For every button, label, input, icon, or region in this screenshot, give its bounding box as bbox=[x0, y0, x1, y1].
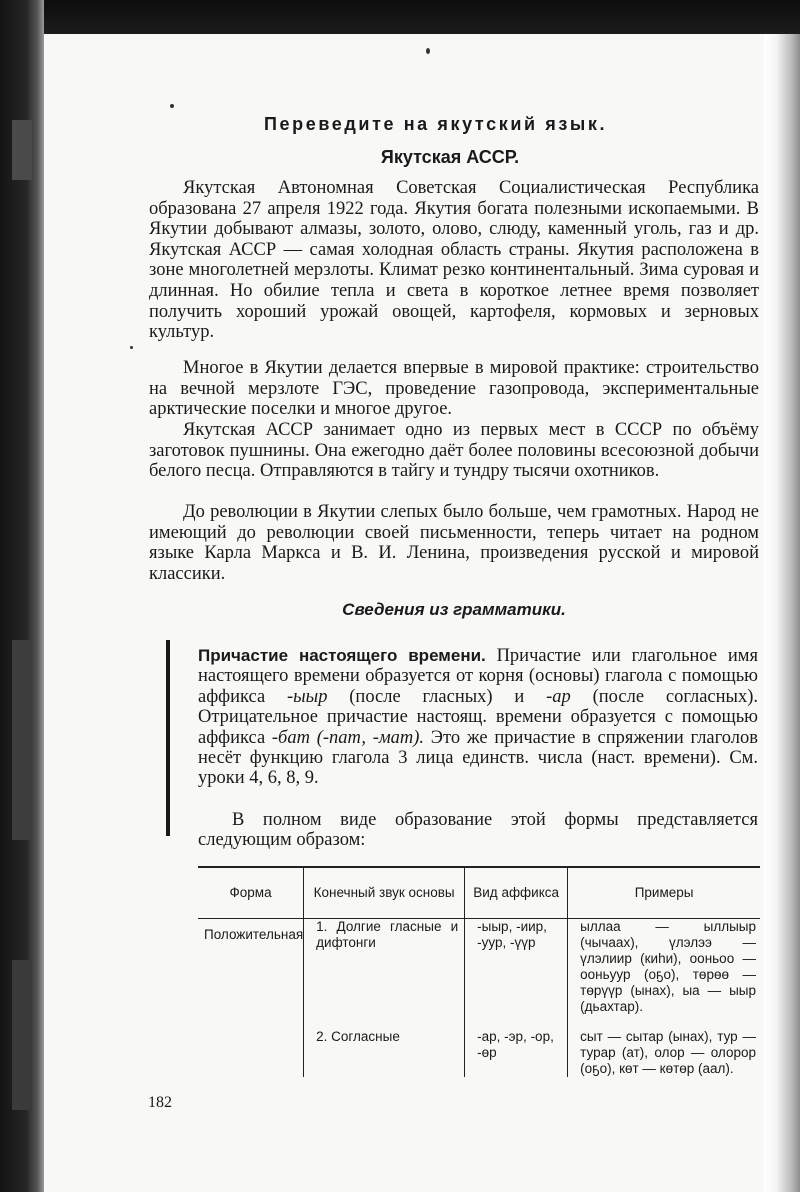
exercise-heading: Переведите на якутский язык. bbox=[264, 114, 608, 134]
scan-speck bbox=[426, 48, 430, 54]
header-affix-type: Вид аффикса bbox=[465, 867, 568, 919]
example-item: сыт — сытар (ынах), тур — турар (ат), олор — олорор (оҕо), көт — көтөр (аал). bbox=[580, 1029, 756, 1076]
affix-positive-vowel: -ыыр bbox=[286, 686, 328, 707]
header-examples: Примеры bbox=[568, 867, 760, 919]
grammar-paragraph-2: В полном виде образование этой формы представляется следующим образом: bbox=[198, 810, 758, 851]
grammar-text: (после согласных). Отрицательное причастие настоящ. времени образуется с помощью аффикса bbox=[198, 686, 758, 748]
spine-mark bbox=[12, 640, 32, 840]
cell-affix-type bbox=[465, 919, 568, 1078]
scan-speck bbox=[130, 346, 133, 349]
affix-table bbox=[198, 866, 760, 1077]
scan-speck bbox=[170, 104, 174, 108]
affix-negative: -бат (-пат, -мат). bbox=[271, 727, 425, 748]
margin-rule bbox=[166, 640, 170, 836]
paragraph-1: Якутская Автономная Советская Социалистическая Республика образована 27 апреля 1922 года. Якутия богата полезными ископаемыми. В Якутии добывают алмазы, золото, олово, слюду, каменный уголь, газ и др. Якутская АССР — самая холодная область страны. Якутия расположена в зоне многолетней мерзлоты. Климат резко континентальный. Зима суровая и длинная. Но обилие тепла и света в короткое летнее время позволяет получить хороший урожай овощей, картофеля, кормовых и зерновых культур. bbox=[149, 178, 759, 343]
paragraph-2: Многое в Якутии делается впервые в мировой практике: строительство на вечной мерзлоте ГЭС, проведение газопровода, экспериментальные арктические поселки и многое другое. bbox=[149, 358, 759, 420]
grammar-term: Причастие настоящего времени. bbox=[198, 646, 486, 665]
paragraph-4: До революции в Якутии слепых было больше, чем грамотных. Народ не имеющий до революции своей письменности, теперь читает на родном языке Карла Маркса и В. И. Ленина, произведения русской и мировой классики. bbox=[149, 502, 759, 584]
affix-positive-consonant: -ар bbox=[546, 686, 571, 707]
table-header-row bbox=[198, 867, 760, 919]
spine-mark bbox=[12, 960, 32, 1110]
page-number: 182 bbox=[148, 1094, 172, 1111]
cell-final-sound bbox=[304, 919, 465, 1078]
grammar-text: (после гласных) и bbox=[327, 686, 547, 707]
grammar-subtitle: Сведения из грамматики. bbox=[342, 600, 566, 619]
example-item: ыллаа — ыллыыр (чычаах), үлэлээ — үлэлиир (киһи), ооньоо — ооньуур (оҕо), төрөө — төрүүр (ынах), ыа — ыыр (дьахтар). bbox=[580, 919, 756, 1014]
scan-edge-top bbox=[0, 0, 800, 34]
book-spine bbox=[0, 0, 44, 1192]
grammar-text: Причастие или глагольное имя настоящего времени образуется от корня (основы) глагола с помощью аффикса bbox=[198, 646, 758, 707]
table-row bbox=[198, 919, 760, 1078]
grammar-text: Это же причастие в спряжении глаголов несёт функцию глагола 3 лица единств. числа (наст. времени). См. уроки 4, 6, 8, 9. bbox=[198, 727, 758, 789]
affix-item: -ыыр, -иир, -уур, -үүр bbox=[477, 919, 547, 950]
affix-item: -ар, -эр, -ор, -өр bbox=[477, 1029, 554, 1060]
cell-form: Положительная bbox=[204, 927, 304, 942]
sound-item: 1. Долгие гласные и дифтонги bbox=[316, 919, 459, 950]
section-title: Якутская АССР. bbox=[380, 147, 520, 167]
grammar-paragraph-1 bbox=[198, 646, 758, 789]
header-final-sound: Конечный звук основы bbox=[304, 867, 465, 919]
paragraph-3: Якутская АССР занимает одно из первых мест в СССР по объёму заготовок пушнины. Она ежегодно даёт более половины всесоюзной добычи белого песца. Отправляются в тайгу и тундру тысячи охотников. bbox=[149, 420, 759, 482]
cell-examples bbox=[568, 919, 760, 1078]
sound-item: 2. Согласные bbox=[316, 1029, 400, 1044]
header-form: Форма bbox=[229, 885, 272, 900]
